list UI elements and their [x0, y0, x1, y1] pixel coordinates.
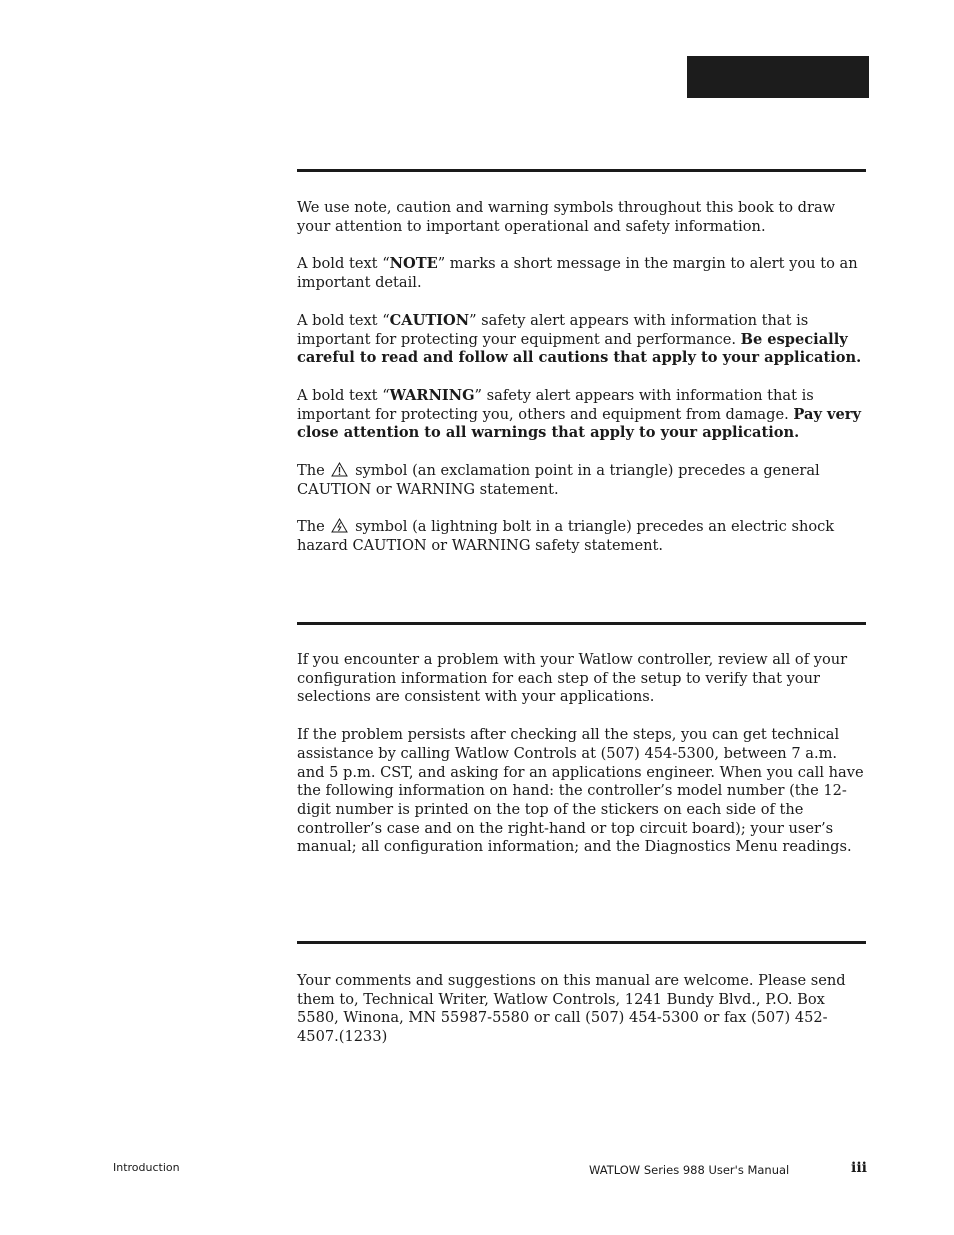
notes-paragraph-note: A bold text “NOTE” marks a short message in the margin to alert you to an important detail. [297, 255, 858, 292]
section-feedback [297, 972, 867, 1047]
feedback-paragraph: Your comments and suggestions on this manual are welcome. Please send them to, Technical Writer, Watlow Controls, 1241 Bundy Blvd., P.O. Box 5580, Winona, MN 55987-5580 or call (507) 454-5300 or fax (507) 452-4507.(1233) [297, 972, 846, 1046]
assistance-paragraph-contact: If the problem persists after checking all the steps, you can get technical assistance by calling Watlow Controls at (507) 454-5300, between 7 a.m. and 5 p.m. CST, and asking for an applications engineer. When you call have the following information on hand: the controller’s model number (the 12-digit number is printed on the top of the stickers on each side of the controller’s case and on the right-hand or top circuit board); your user’s manual; all configuration information; and the Diagnostics Menu readings. [297, 726, 864, 856]
notes-paragraph-caution: A bold text “CAUTION” safety alert appears with information that is important for protecting your equipment and performance. Be especially careful to read and follow all cautions that apply to your application. [297, 311, 862, 367]
section-rule-assistance [297, 622, 866, 625]
section-rule-feedback [297, 941, 866, 944]
warning-triangle-lightning-icon [331, 518, 348, 533]
section-rule-notes [297, 169, 866, 172]
header-tab-block [687, 56, 869, 98]
notes-paragraph-warning: A bold text “WARNING” safety alert appears with information that is important for protecting you, others and equipment from damage. Pay very close attention to all warnings that apply to your application. [297, 386, 861, 442]
warning-triangle-exclamation-icon [331, 462, 348, 477]
page-number: iii [851, 1160, 867, 1176]
section-notes [297, 199, 867, 556]
assistance-paragraph-review: If you encounter a problem with your Watlow controller, review all of your configuration information for each step of the setup to verify that your selections are consistent with your applications. [297, 651, 848, 706]
footer-manual-title: WATLOW Series 988 User's Manual [589, 1163, 790, 1177]
notes-paragraph-shock-symbol: The symbol (a lightning bolt in a triangle) precedes an electric shock hazard CAUTION or WARNING safety statement. [297, 518, 835, 555]
notes-paragraph-general-symbol: The symbol (an exclamation point in a triangle) precedes a general CAUTION or WARNING statement. [297, 462, 820, 498]
footer-section-name: Introduction [113, 1161, 180, 1174]
notes-paragraph-intro: We use note, caution and warning symbols throughout this book to draw your attention to important operational and safety information. [297, 199, 836, 235]
section-assistance [297, 651, 867, 857]
